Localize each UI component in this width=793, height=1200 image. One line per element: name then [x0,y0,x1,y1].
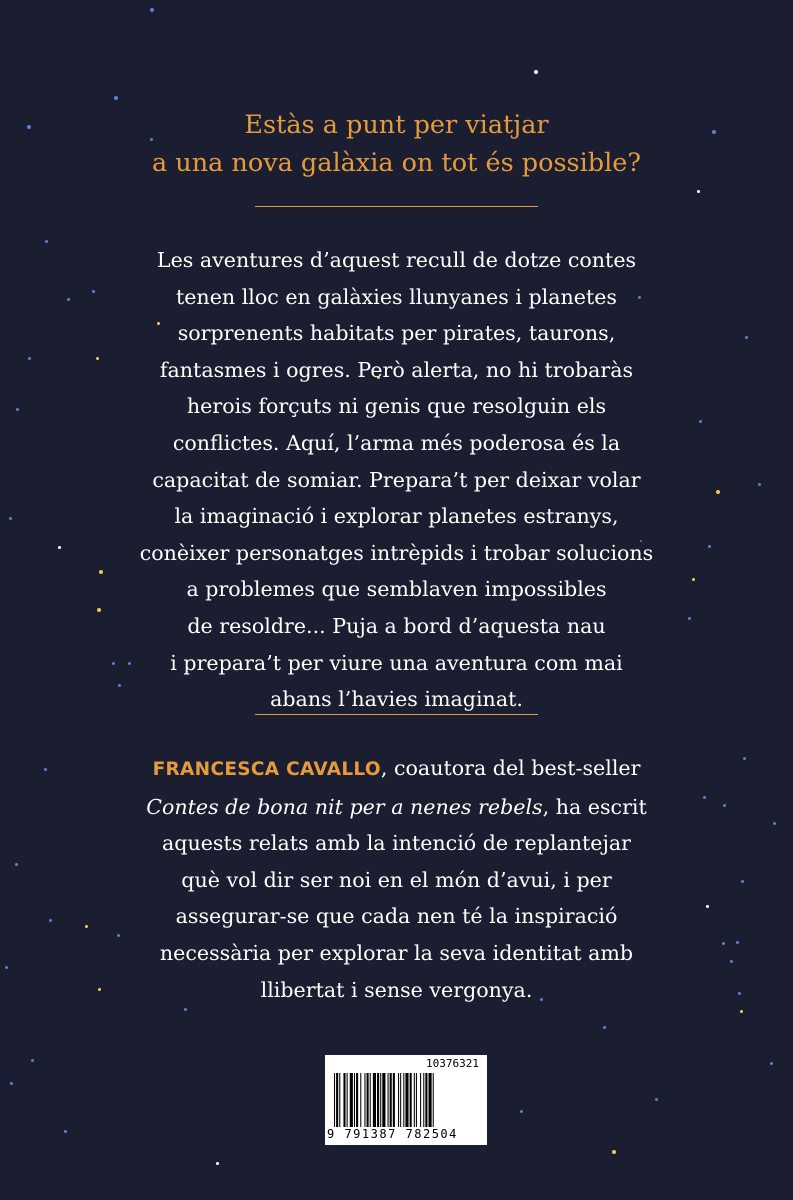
barcode-bar [377,1073,379,1127]
blurb-line: conèixer personatges intrèpids i trobar solucions [139,540,654,565]
author-line: necessària per explorar la seva identitat amb [159,940,634,965]
divider-bottom [255,714,538,715]
barcode-bar [334,1073,335,1127]
star-dot [534,70,538,74]
barcode-bar [390,1073,392,1127]
divider-top [255,206,538,207]
star-dot [740,1010,743,1013]
blurb-line: abans l’havies imaginat. [270,687,523,712]
star-dot [612,1150,616,1154]
star-dot [31,1059,34,1062]
barcode-bar [360,1073,361,1127]
barcode-bar [405,1073,408,1127]
blurb-line: a problemes que semblaven impossibles [186,577,607,602]
author-line [0,750,793,789]
barcode-bar [356,1073,358,1127]
blurb-line: conflictes. Aquí, l’arma més poderosa és la [172,430,621,455]
barcode-bar [423,1073,424,1127]
author-name: FRANCESCA CAVALLO [152,759,381,780]
barcode-bar [388,1073,389,1127]
blurb-line: i prepara’t per viure una aventura com mai [170,650,623,675]
star-dot [184,1008,187,1011]
barcode-digits: 9 791387 782504 [327,1127,458,1141]
star-dot [655,1098,658,1101]
blurb-line: Les aventures d’aquest recull de dotze contes [156,248,637,272]
star-dot [216,1162,219,1165]
tagline [0,106,793,182]
barcode-bar [398,1073,399,1127]
barcode-bar [380,1073,381,1127]
author-line-text: , coautora del best-seller [380,756,641,780]
author-line: assegurar-se que cada nen té la inspiració [175,904,618,929]
blurb-line: sorprenents habitats per pirates, taurons, [177,321,616,346]
barcode-bar [433,1073,434,1127]
barcode-bar [354,1073,355,1127]
star-dot [10,1082,13,1085]
barcode-code: 10376321 [426,1057,479,1070]
barcode-bar [400,1073,401,1127]
blurb-line: herois forçuts ni genis que resolguin els [186,394,607,419]
blurb-line: de resoldre... Puja a bord d’aquesta nau [187,613,606,638]
barcode-bar [364,1073,365,1127]
barcode-bar [414,1073,415,1127]
barcode-bars [334,1073,480,1127]
barcode-bar [373,1073,376,1127]
star-dot [64,1130,67,1133]
author-line: aquests relats amb la intenció de replantejar [162,831,631,856]
blurb-line: fantasmes i ogres. Però alerta, no hi trobaràs [159,357,634,382]
barcode-bar [339,1073,340,1127]
blurb [0,242,793,718]
barcode-bar [425,1073,427,1127]
author-line: llibertat i sense vergonya. [260,977,533,1002]
author-bio [0,750,793,1008]
barcode-bar [382,1073,385,1127]
author-line: què vol dir ser noi en el món d’avui, i per [181,867,612,892]
author-line [0,789,793,826]
barcode-bar [410,1073,412,1127]
barcode-bar [403,1073,404,1127]
author-line-text: , ha escrit [542,794,647,819]
barcode-bar [347,1073,348,1127]
tagline-line: a una nova galàxia on tot és possible? [151,148,642,178]
barcode-bar [429,1073,432,1127]
barcode-bar [420,1073,421,1127]
blurb-line: tenen lloc en galàxies llunyanes i planetes [175,284,618,309]
barcode-bar [350,1073,353,1127]
barcode-bar [336,1073,338,1127]
star-dot [603,1026,606,1029]
star-dot [150,8,154,12]
barcode [325,1055,487,1145]
barcode-bar [343,1073,345,1127]
blurb-line: capacitat de somiar. Prepara’t per deixar volar [152,467,641,492]
star-dot [114,96,118,100]
blurb-line: la imaginació i explorar planetes estranys, [174,504,619,529]
barcode-bar [370,1073,371,1127]
book-title: Contes de bona nit per a nenes rebels [146,794,543,819]
tagline-line: Estàs a punt per viatjar [244,110,549,140]
star-dot [770,1062,773,1065]
barcode-bar [393,1073,395,1127]
star-dot [520,1110,523,1113]
star-dot [697,190,700,193]
barcode-bar [416,1073,417,1127]
barcode-bar [367,1073,369,1127]
